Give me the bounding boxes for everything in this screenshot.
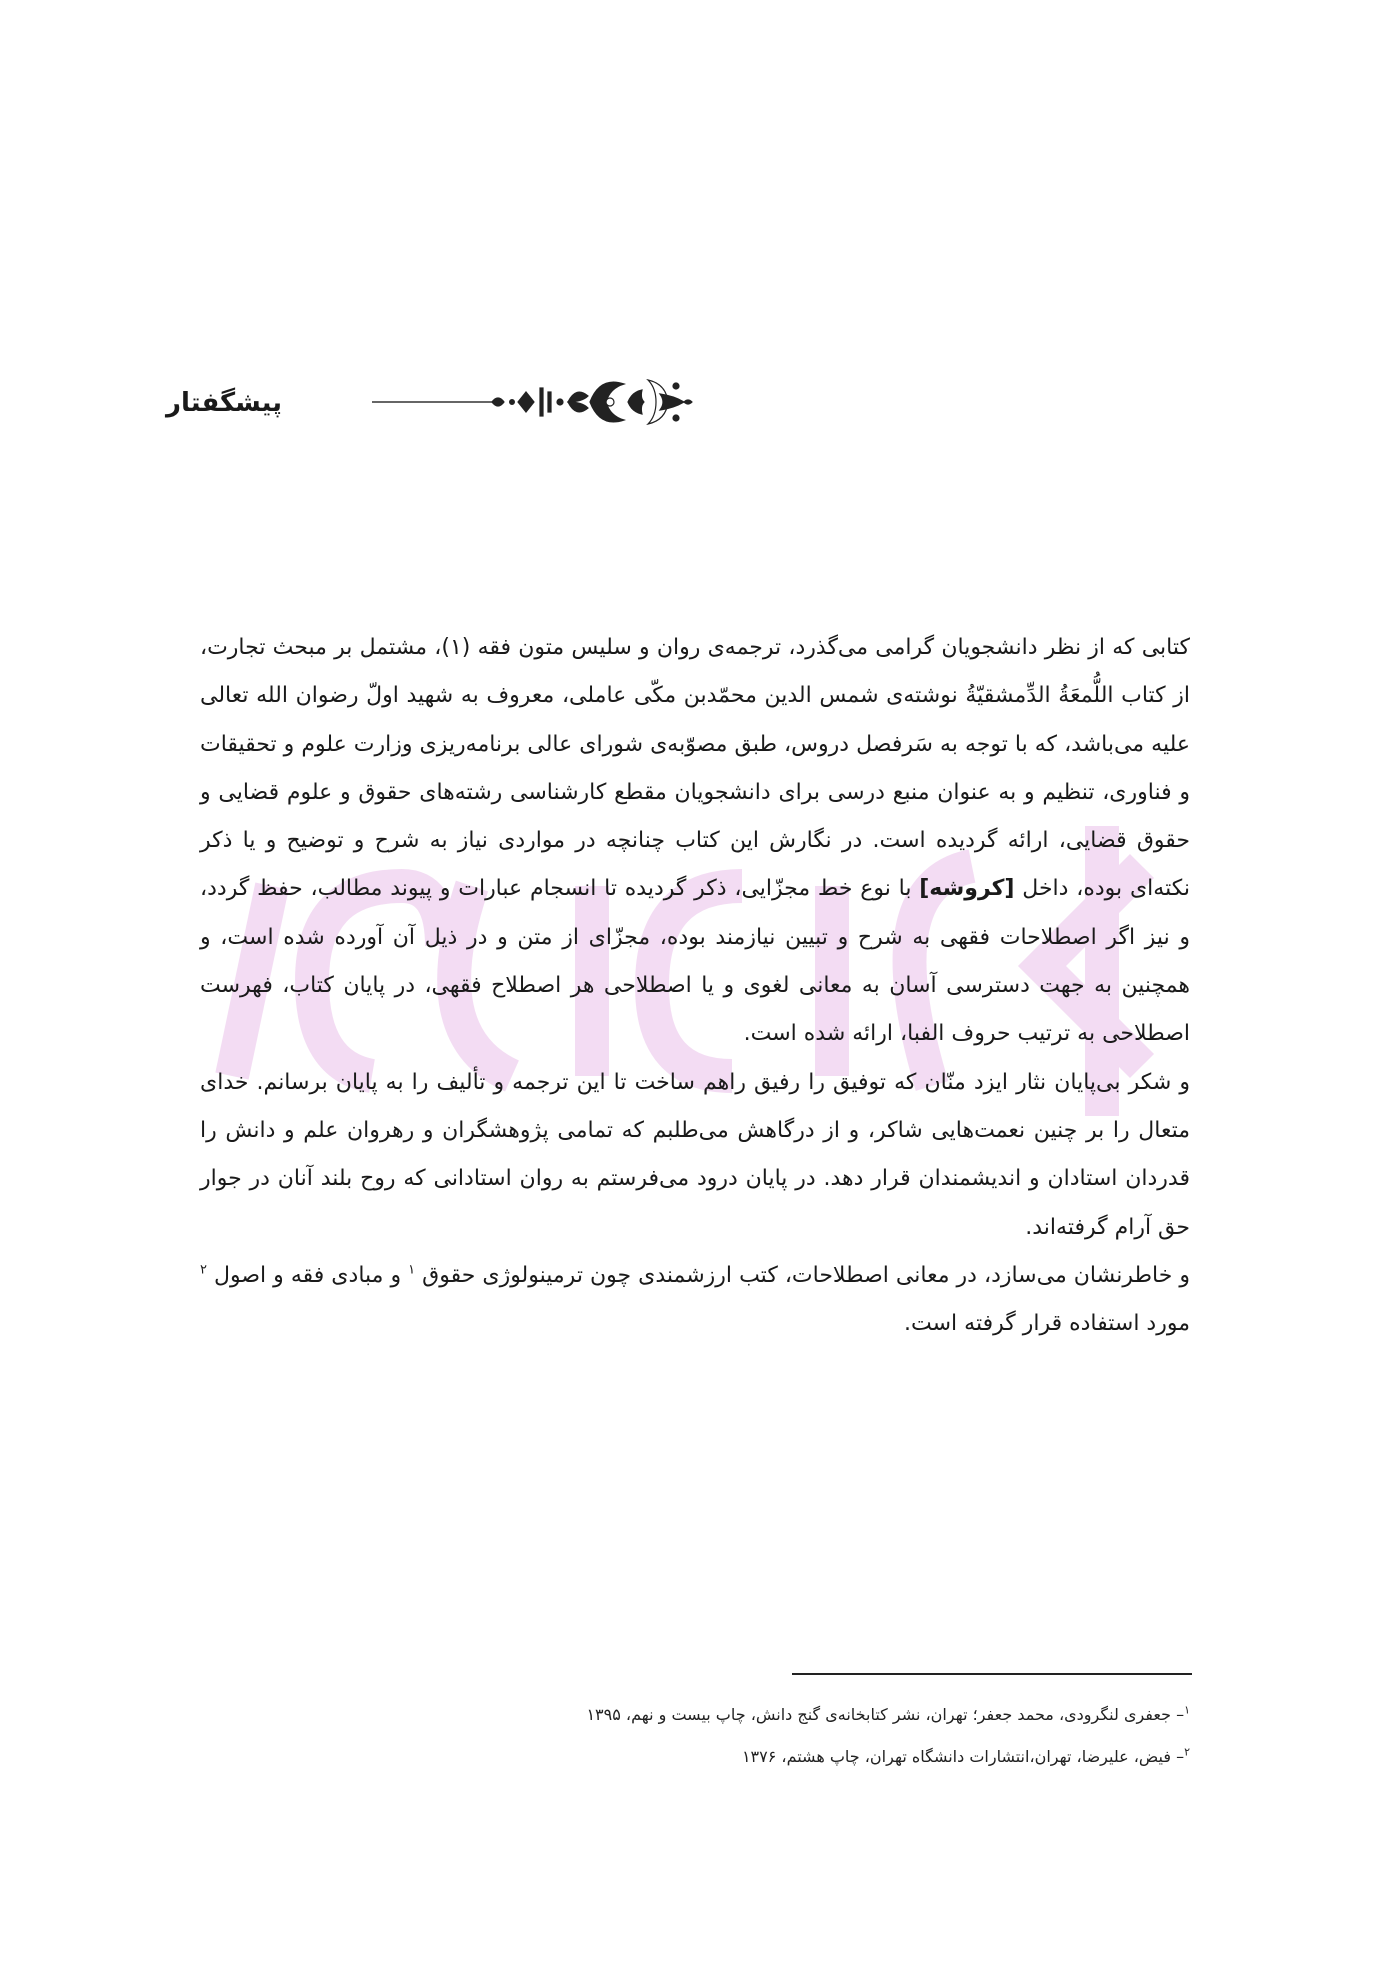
- footnote-number: ۱: [1184, 1703, 1190, 1717]
- paragraph-references: و خاطرنشان می‌سازد، در معانی اصطلاحات، کتب ارزشمندی چون ترمینولوژی حقوق $^۱$ و مبادی فقه و اصول $^۲$ مورد استفاده قرار گرفته است.: [200, 1262, 1190, 1337]
- footnote-divider: [792, 1673, 1192, 1675]
- footnote-ref-2[interactable]: ۲: [200, 1262, 207, 1278]
- bracket-term: [کروشه]: [919, 876, 1015, 902]
- footnote-number: ۲: [1184, 1745, 1190, 1759]
- paragraph-intro: کتابی که از نظر دانشجویان گرامی می‌گذرد، ترجمه‌ی روان و سلیس متون فقه (۱)، مشتمل بر مبحث تجارت، از کتاب اللُّمعَةُ الدِّمشقیّةُ نوشته‌ی شمس الدین محمّدبن مکّی عاملی، معروف به شهید اولّ رضوان الله تعالی علیه می‌باشد، که با توجه به سَرفصل دروس، طبق مصوّبه‌ی شورای عالی برنامه‌ریزی وزارت علوم و تحقیقات و فناوری، تنظیم و به عنوان منبع درسی برای دانشجویان مقطع کارشناسی رشته‌های حقوق و علوم قضایی و حقوق قضایی، ارائه گردیده است. در نگارش این کتاب چنانچه در مواردی نیاز به شرح و توضیح و یا ذکر نکته‌ای بوده، داخل [کروشه] با نوع خط مجزّایی، ذکر گردیده تا انسجام عبارات و پیوند مطالب، حفظ گردد، و نیز اگر اصطلاحات فقهی به شرح و تبیین نیازمند بوده، مجزّای از متن و در ذیل آن آورده شده است، و همچنین به جهت دسترسی آسان به معانی لغوی و یا اصطلاحی هر اصطلاح فقهی، در پایان کتاب، فهرست اصطلاحی به ترتیب حروف الفبا، ارائه شده است.: [200, 635, 1191, 1047]
- arabesque-ornament-icon: [372, 366, 694, 438]
- footnotes: [390, 1694, 1190, 1778]
- footnote-text: – فیض، علیرضا، تهران،انتشارات دانشگاه تهران، چاپ هشتم، ۱۳۷۶: [741, 1747, 1185, 1766]
- footnote-ref-1[interactable]: ۱: [408, 1262, 416, 1278]
- page-title: پیشگفتار: [165, 388, 282, 418]
- body-text: [200, 624, 1190, 1348]
- footnote-text: – جعفری لنگرودی، محمد جعفر؛ تهران، نشر کتابخانه‌ی گنج دانش، چاپ بیست و نهم، ۱۳۹۵: [586, 1705, 1185, 1724]
- footnote-item: [390, 1694, 1190, 1736]
- paragraph-thanks: و شکر بی‌پایان نثار ایزد منّان که توفیق را رفیق راهم ساخت تا این ترجمه و تألیف را به پایان برسانم. خدای متعال را بر چنین نعمت‌هایی شاکر، و از درگاهش می‌طلبم که تمامی پژوهشگران و رهروان علم و دانش را قدردان استادان و اندیشمندان قرار دهد. در پایان درود می‌فرستم به روان استادانی که روح بلند آنان در جوار حق آرام گرفته‌اند.: [200, 1069, 1190, 1240]
- footnote-item: [390, 1736, 1190, 1778]
